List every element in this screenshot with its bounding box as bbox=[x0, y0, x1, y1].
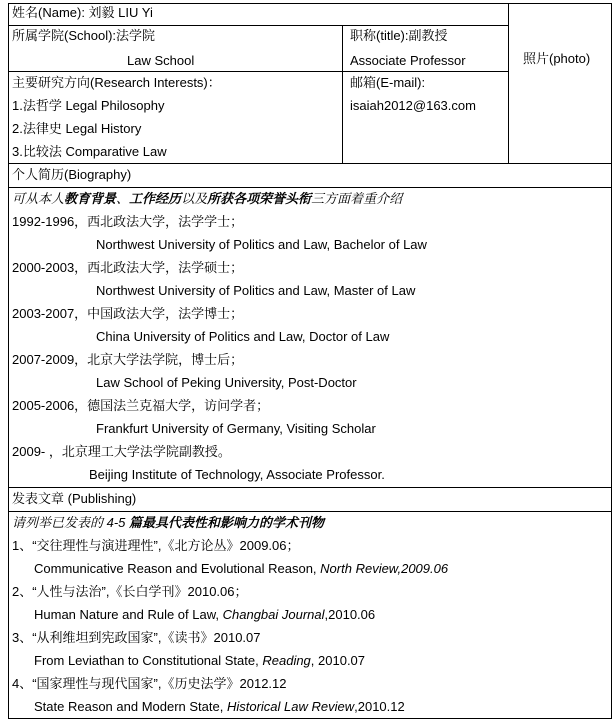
biography-entry-english: Law School of Peking University, Post-Doctor bbox=[96, 375, 357, 390]
instruction-run-emphasis: 教育背景 bbox=[64, 191, 117, 206]
publication-english bbox=[34, 699, 405, 715]
publication-english-run: ,2010.12 bbox=[354, 699, 405, 714]
border-right bbox=[611, 3, 612, 719]
photo-placeholder: 照片(photo) bbox=[523, 51, 591, 66]
publication-journal: Historical Law Review bbox=[226, 699, 355, 714]
instruction-run: 可从本人 bbox=[12, 191, 65, 206]
biography-heading: 个人简历(Biography) bbox=[12, 167, 132, 182]
publication-english-run: From Leviathan to Constitutional State, bbox=[34, 653, 263, 668]
publication-journal: Reading bbox=[262, 653, 311, 668]
instruction-run: 、 bbox=[116, 191, 130, 206]
publication-english-run: Communicative Reason and Evolutional Reason, bbox=[34, 561, 321, 576]
border-left bbox=[8, 3, 9, 719]
instruction-run: 三方面着重介绍 bbox=[311, 191, 403, 206]
column-divider-title bbox=[342, 25, 343, 163]
school-english: Law School bbox=[127, 53, 195, 68]
biography-entry: 1992-1996，西北政法大学，法学学士； bbox=[12, 214, 244, 229]
email-value: isaiah2012@163.com bbox=[350, 98, 476, 113]
research-item: 3.比较法 Comparative Law bbox=[12, 144, 167, 159]
photo-column-divider bbox=[508, 3, 509, 163]
publication-english-run: , 2010.07 bbox=[310, 653, 366, 668]
publishing-heading: 发表文章 (Publishing) bbox=[12, 491, 137, 506]
publication-title: 4、“国家理性与现代国家”,《历史法学》2012.12 bbox=[12, 676, 287, 691]
row-divider-school bbox=[8, 71, 508, 72]
school-label: 所属学院(School):法学院 bbox=[12, 28, 156, 43]
instruction-run-emphasis: 所获各项荣誉头衔 bbox=[207, 191, 312, 206]
row-divider-biography-body bbox=[8, 187, 611, 188]
publishing-instruction bbox=[12, 515, 324, 531]
biography-entry-english: Northwest University of Politics and Law, Master of Law bbox=[96, 283, 416, 298]
biography-entry-english: Beijing Institute of Technology, Associate Professor. bbox=[89, 467, 385, 482]
instruction-run: 4-5 bbox=[103, 515, 130, 530]
biography-entry: 2003-2007，中国政法大学，法学博士； bbox=[12, 306, 244, 321]
title-english: Associate Professor bbox=[350, 53, 466, 68]
publication-journal: North Review,2009.06 bbox=[320, 561, 449, 576]
publication-english-run: Human Nature and Rule of Law, bbox=[34, 607, 223, 622]
instruction-run: 请列举已发表的 bbox=[12, 515, 104, 530]
publication-english bbox=[34, 653, 365, 669]
instruction-run-emphasis: 工作经历 bbox=[129, 191, 182, 206]
instruction-run-emphasis: 篇最具代表性和影响力的学术刊物 bbox=[129, 515, 325, 530]
publication-english-run: State Reason and Modern State, bbox=[34, 699, 227, 714]
biography-entry-english: Northwest University of Politics and Law, Bachelor of Law bbox=[96, 237, 427, 252]
row-divider-name bbox=[8, 25, 508, 26]
row-divider-publishing-body bbox=[8, 511, 611, 512]
name-field: 姓名(Name): 刘毅 LIU Yi bbox=[12, 5, 153, 20]
instruction-run: 以及 bbox=[181, 191, 208, 206]
publication-english bbox=[34, 607, 375, 623]
publication-english bbox=[34, 561, 448, 577]
title-label: 职称(title):副教授 bbox=[350, 28, 448, 43]
row-divider-publishing-heading bbox=[8, 487, 611, 488]
biography-entry-english: China University of Politics and Law, Doctor of Law bbox=[96, 329, 390, 344]
research-item: 2.法律史 Legal History bbox=[12, 121, 142, 136]
biography-entry: 2007-2009，北京大学法学院，博士后； bbox=[12, 352, 244, 367]
row-divider-biography-heading bbox=[8, 163, 611, 164]
publication-title: 3、“从利维坦到宪政国家”,《读书》2010.07 bbox=[12, 630, 261, 645]
publication-english-run: ,2010.06 bbox=[324, 607, 376, 622]
publication-title: 2、“人性与法治”,《长白学刊》2010.06； bbox=[12, 584, 248, 599]
research-item: 1.法哲学 Legal Philosophy bbox=[12, 98, 165, 113]
biography-entry-english: Frankfurt University of Germany, Visiting Scholar bbox=[96, 421, 376, 436]
biography-entry: 2000-2003，西北政法大学，法学硕士； bbox=[12, 260, 244, 275]
research-label: 主要研究方向(Research Interests)： bbox=[12, 75, 221, 90]
publication-journal: Changbai Journal bbox=[222, 607, 325, 622]
publication-title: 1、“交往理性与演进理性”,《北方论丛》2009.06； bbox=[12, 538, 300, 553]
biography-entry: 2005-2006，德国法兰克福大学，访问学者； bbox=[12, 398, 270, 413]
biography-entry: 2009- ，北京理工大学法学院副教授。 bbox=[12, 444, 231, 459]
email-label: 邮箱(E-mail): bbox=[350, 75, 426, 90]
biography-instruction bbox=[12, 191, 402, 207]
border-top bbox=[8, 3, 611, 4]
